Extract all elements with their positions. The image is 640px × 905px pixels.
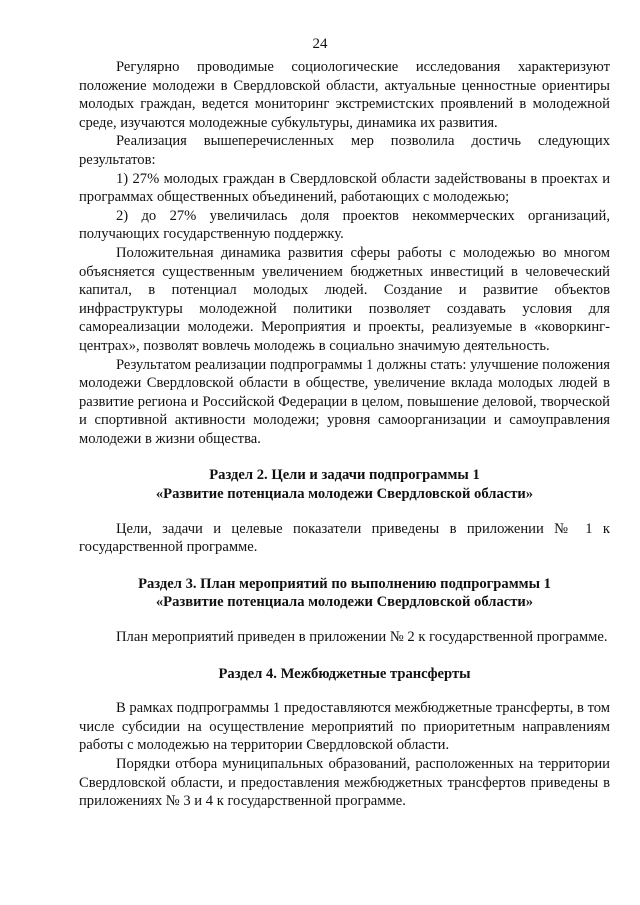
paragraph-goals: Цели, задачи и целевые показатели приведены в приложении № 1 к государственной программе.	[79, 520, 610, 556]
section-2-heading	[79, 466, 610, 503]
section-2-title: Раздел 2. Цели и задачи подпрограммы 1	[209, 467, 480, 484]
section-3-heading	[79, 575, 610, 612]
page-content	[79, 58, 610, 811]
section-4-heading: Раздел 4. Межбюджетные трансферты	[218, 665, 471, 682]
section-2-subtitle: «Развитие потенциала молодежи Свердловской области»	[155, 486, 534, 503]
paragraph-transfers: В рамках подпрограммы 1 предоставляются межбюджетные трансферты, в том числе субсидии на осуществление мероприятий по приоритетным направлениям работы с молодежью на территории Свердловской области.	[79, 700, 611, 754]
paragraph-expected-results: Результатом реализации подпрограммы 1 должны стать: улучшение положения молодежи Свердловской области в обществе, увеличение вклада молодых людей в развитие региона и Российской Федерации в целом, повышение деловой, творческой и спортивной активности молодежи; уровня самоорганизации и самоуправления молодежи в жизни общества.	[79, 356, 610, 447]
paragraph-result-1: 1) 27% молодых граждан в Свердловской области задействованы в проектах и программах общественных объединений, работающих с молодежью;	[79, 170, 610, 206]
section-3-subtitle: «Развитие потенциала молодежи Свердловской области»	[155, 594, 534, 611]
page-number: 24	[312, 36, 328, 52]
paragraph-results-intro: Реализация вышеперечисленных мер позволила достичь следующих результатов:	[79, 133, 610, 168]
section-3-title: Раздел 3. План мероприятий по выполнению подпрограммы 1	[138, 575, 551, 592]
paragraph-plan: План мероприятий приведен в приложении № 2 к государственной программе.	[116, 629, 608, 646]
paragraph-monitoring: Регулярно проводимые социологические исследования характеризуют положение молодежи в Свердловской области, актуальные ценностные ориентиры молодых граждан, ведется мониторинг экстремистских проявлений в молодежной среде, изучаются молодежные субкультуры, динамика их развития.	[79, 59, 610, 131]
paragraph-procedures: Порядки отбора муниципальных образований, расположенных на территории Свердловской области, и предоставления межбюджетных трансфертов приведены в приложениях № 3 и 4 к государственной программе.	[79, 756, 610, 810]
paragraph-result-2: 2) до 27% увеличилась доля проектов некоммерческих организаций, получающих государственную поддержку.	[79, 207, 610, 243]
paragraph-dynamics: Положительная динамика развития сферы работы с молодежью во многом объясняется существенным увеличением бюджетных инвестиций в человеческий капитал, в потенциал молодых людей. Создание и развитие объектов инфраструктуры молодежной политики позволяет создавать условия для самореализации молодежи. Мероприятия и проекты, реализуемые в «коворкинг-центрах», позволят вовлечь молодежь в социально значимую деятельность.	[79, 244, 610, 354]
